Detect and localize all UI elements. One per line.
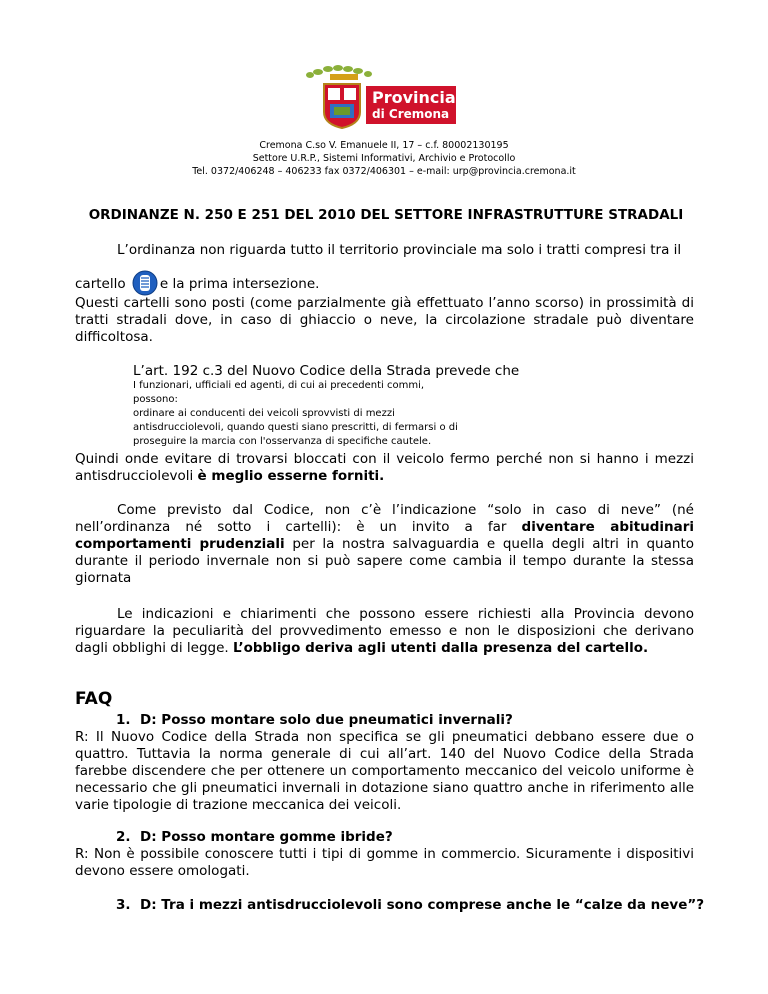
p1-line2 (75, 270, 694, 296)
p4-b: per la nostra salvaguardia e quella degli altri in quanto durante il periodo invernale non si può sapere come cambia il tempo durante la stessa giornata (75, 536, 694, 586)
p1-rest: Questi cartelli sono posti (come parzialmente già effettuato l’anno scorso) in prossimità di tratti stradali dove, in caso di ghiaccio o neve, la circolazione stradale può diventare difficoltosa. (75, 295, 694, 345)
p5-text: Le indicazioni e chiarimenti che possono essere richiesti alla Provincia devono riguardare la peculiarità del provvedimento emesso e non le disposizioni che derivano dagli obblighi di legge. (75, 606, 694, 656)
faq-answer-1: R: Il Nuovo Codice della Strada non specifica se gli pneumatici debbano essere due o quattro. Tuttavia la norma generale di cui all’art. 140 del Nuovo Codice della Strada farebbe discendere che per ottenere un comportamento meccanico del veicolo uniforme è necessario che gli pneumatici invernali in dotazione siano quattro anche in riferimento alle varie tipologie di trazione meccanica dei veicoli. (75, 729, 694, 813)
p2-intro: L’art. 192 c.3 del Nuovo Codice della Strada prevede che (133, 363, 520, 379)
faq-question-1: 1. D: Posso montare solo due pneumatici invernali? (116, 712, 513, 728)
p1-after-sign: e la prima intersezione. (159, 276, 320, 292)
p3-text: Quindi onde evitare di trovarsi bloccati con il veicolo fermo perché non si hanno i mezzi antisdrucciolevoli (75, 451, 694, 484)
faq-answer-2: R: Non è possibile conoscere tutti i tipi di gomme in commercio. Sicuramente i dispositivi devono essere omologati. (75, 846, 694, 879)
p4-a: Come previsto dal Codice, non c’è l’indicazione “solo in caso di neve” (né nell’ordinanza né sotto i cartelli): è un invito a far (75, 502, 694, 535)
faq-title: FAQ (75, 689, 113, 709)
p4-bold: diventare abitudinari comportamenti prudenziali (75, 519, 695, 552)
p2-quote-4: antisdrucciolevoli, quando questi siano prescritti, di fermarsi o di (133, 422, 458, 433)
p2-quote-3: ordinare ai conducenti dei veicoli sprovvisti di mezzi (133, 408, 395, 419)
p3-bold: è meglio esserne forniti. (197, 468, 385, 484)
header-address: Cremona C.so V. Emanuele II, 17 – c.f. 80002130195 (259, 140, 509, 151)
header-contacts: Tel. 0372/406248 – 406233 fax 0372/406301 – e-mail: urp@provincia.cremona.it (192, 166, 576, 177)
header-sector: Settore U.R.P., Sistemi Informativi, Archivio e Protocollo (252, 153, 516, 164)
faq-question-3: 3. D: Tra i mezzi antisdrucciolevoli sono comprese anche le “calze da neve”? (116, 897, 705, 913)
logo-text-cremona: di Cremona (372, 107, 450, 121)
road-sign-icon (132, 270, 158, 296)
faq-question-2: 2. D: Posso montare gomme ibride? (116, 829, 393, 845)
p5-bold: L’obbligo deriva agli utenti dalla presenza del cartello. (232, 640, 649, 656)
p1-cartello: cartello (75, 276, 126, 292)
p2-quote-5: proseguire la marcia con l'osservanza di specifiche cautele. (133, 436, 432, 447)
p2-quote-1: I funzionari, ufficiali ed agenti, di cui ai precedenti commi, (133, 380, 425, 391)
p2-quote-2: possono: (133, 394, 178, 405)
p5 (75, 606, 694, 657)
page-title: ORDINANZE N. 250 E 251 DEL 2010 DEL SETTORE INFRASTRUTTURE STRADALI (88, 207, 684, 223)
p3 (75, 451, 694, 485)
p1-line1: L’ordinanza non riguarda tutto il territorio provinciale ma solo i tratti compresi tra il (117, 242, 682, 258)
p4 (75, 502, 694, 587)
provincia-logo (300, 62, 460, 132)
logo-text-provincia: Provincia (372, 88, 456, 107)
